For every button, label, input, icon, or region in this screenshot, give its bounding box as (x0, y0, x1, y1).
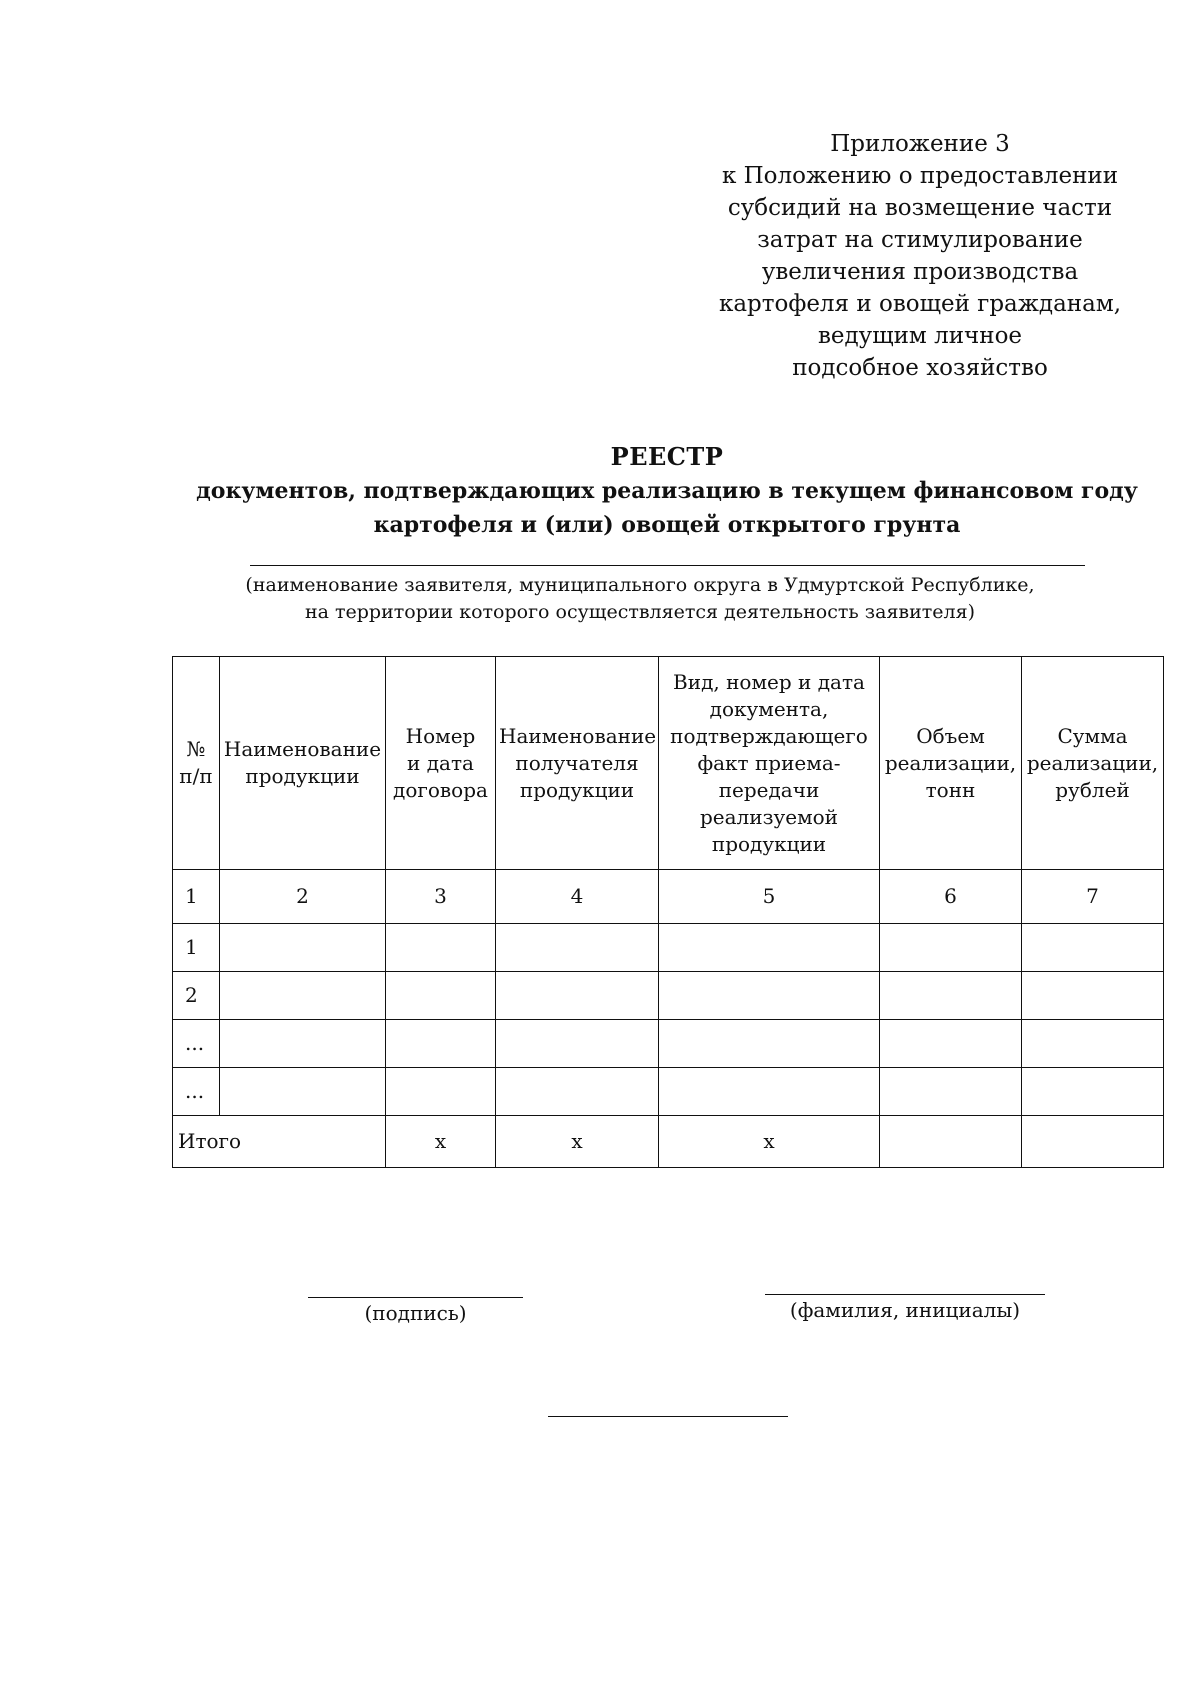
header-text: факт приема- (697, 750, 841, 775)
name-caption: (фамилия, инициалы) (789, 1298, 1021, 1322)
appendix-line: увеличения производства (761, 259, 1079, 285)
header-text: продукции (519, 777, 635, 802)
table-cell (1022, 924, 1164, 972)
header-text: п/п (179, 764, 213, 788)
row-number: ... (173, 1068, 220, 1116)
header-cell-contract (386, 657, 496, 870)
header-cell-volume (880, 657, 1022, 870)
row-number: 1 (173, 924, 220, 972)
table-cell (220, 1020, 386, 1068)
row-number: ... (173, 1020, 220, 1068)
table-cell (1022, 972, 1164, 1020)
document-title (150, 440, 1184, 542)
appendix-line: к Положению о предоставлении (721, 163, 1119, 189)
header-text: Сумма (1057, 723, 1128, 748)
header-text: Наименование (499, 723, 657, 748)
header-text: продукции (711, 831, 827, 856)
table-cell (220, 924, 386, 972)
table-cell (880, 972, 1022, 1020)
applicant-caption-line-2: на территории которого осуществляется деятельность заявителя) (304, 601, 976, 623)
total-label: Итого (173, 1116, 386, 1168)
appendix-line: ведущим личное (817, 323, 1023, 349)
applicant-name-line (250, 565, 1085, 566)
column-number: 2 (220, 870, 386, 924)
header-text: получателя (515, 750, 639, 775)
header-text: тонн (925, 777, 976, 802)
table-cell (880, 1068, 1022, 1116)
header-text: реализуемой (699, 804, 839, 829)
header-text: документа, (709, 696, 829, 721)
table-cell (659, 1068, 880, 1116)
table-cell (496, 972, 659, 1020)
header-text: и дата (407, 750, 474, 775)
name-line (765, 1294, 1045, 1295)
table-cell (659, 1020, 880, 1068)
title-sub-line-2: картофеля и (или) овощей открытого грунта (373, 512, 961, 538)
column-number: 6 (880, 870, 1022, 924)
header-text: передачи (718, 777, 820, 802)
column-number: 7 (1022, 870, 1164, 924)
table-cell (1022, 1020, 1164, 1068)
table-cell (880, 1020, 1022, 1068)
column-number: 1 (173, 870, 220, 924)
column-number-row (173, 870, 1164, 924)
header-text: подтверждающего (670, 723, 868, 748)
total-cell-volume (880, 1116, 1022, 1168)
table-row (173, 1020, 1164, 1068)
header-cell-recipient (496, 657, 659, 870)
signature-line (308, 1297, 523, 1298)
appendix-line: картофеля и овощей гражданам, (718, 291, 1122, 317)
header-cell-amount (1022, 657, 1164, 870)
table-cell (659, 972, 880, 1020)
header-text: договора (393, 777, 488, 802)
header-text: Вид, номер и дата (673, 669, 865, 694)
table-cell (386, 924, 496, 972)
table-row (173, 972, 1164, 1020)
table-cell (496, 1068, 659, 1116)
appendix-block (700, 128, 1140, 384)
total-cell-recipient: х (496, 1116, 659, 1168)
applicant-caption (200, 572, 1080, 626)
signature-caption: (подпись) (364, 1301, 467, 1325)
header-text: рублей (1055, 777, 1130, 802)
closing-line (548, 1416, 788, 1417)
total-cell-document: х (659, 1116, 880, 1168)
table-row (173, 924, 1164, 972)
applicant-caption-line-1: (наименование заявителя, муниципального округа в Удмуртской Республике, (245, 574, 1035, 596)
column-number: 4 (496, 870, 659, 924)
total-cell-contract: х (386, 1116, 496, 1168)
header-cell-number (173, 657, 220, 870)
table-cell (1022, 1068, 1164, 1116)
table-header-row (173, 657, 1164, 870)
header-cell-product-name (220, 657, 386, 870)
header-text: № (186, 737, 206, 761)
appendix-line: Приложение 3 (830, 131, 1010, 157)
table-cell (496, 1020, 659, 1068)
table-row (173, 1068, 1164, 1116)
appendix-line: субсидий на возмещение части (727, 195, 1113, 221)
appendix-line: затрат на стимулирование (757, 227, 1083, 253)
header-text: реализации, (884, 750, 1017, 775)
table-cell (220, 972, 386, 1020)
header-cell-document (659, 657, 880, 870)
table-cell (659, 924, 880, 972)
header-text: реализации, (1026, 750, 1159, 775)
table-cell (386, 1068, 496, 1116)
table-cell (386, 972, 496, 1020)
title-main: РЕЕСТР (610, 442, 724, 471)
header-text: продукции (245, 764, 360, 788)
row-number: 2 (173, 972, 220, 1020)
table-cell (880, 924, 1022, 972)
total-row (173, 1116, 1164, 1168)
header-text: Номер (405, 723, 476, 748)
column-number: 3 (386, 870, 496, 924)
registry-table (172, 656, 1164, 1168)
appendix-line: подсобное хозяйство (792, 355, 1048, 381)
total-cell-amount (1022, 1116, 1164, 1168)
title-sub-line-1: документов, подтверждающих реализацию в текущем финансовом году (196, 478, 1138, 504)
table-cell (496, 924, 659, 972)
table-cell (386, 1020, 496, 1068)
column-number: 5 (659, 870, 880, 924)
header-text: Наименование (223, 737, 382, 761)
table-cell (220, 1068, 386, 1116)
header-text: Объем (916, 723, 985, 748)
